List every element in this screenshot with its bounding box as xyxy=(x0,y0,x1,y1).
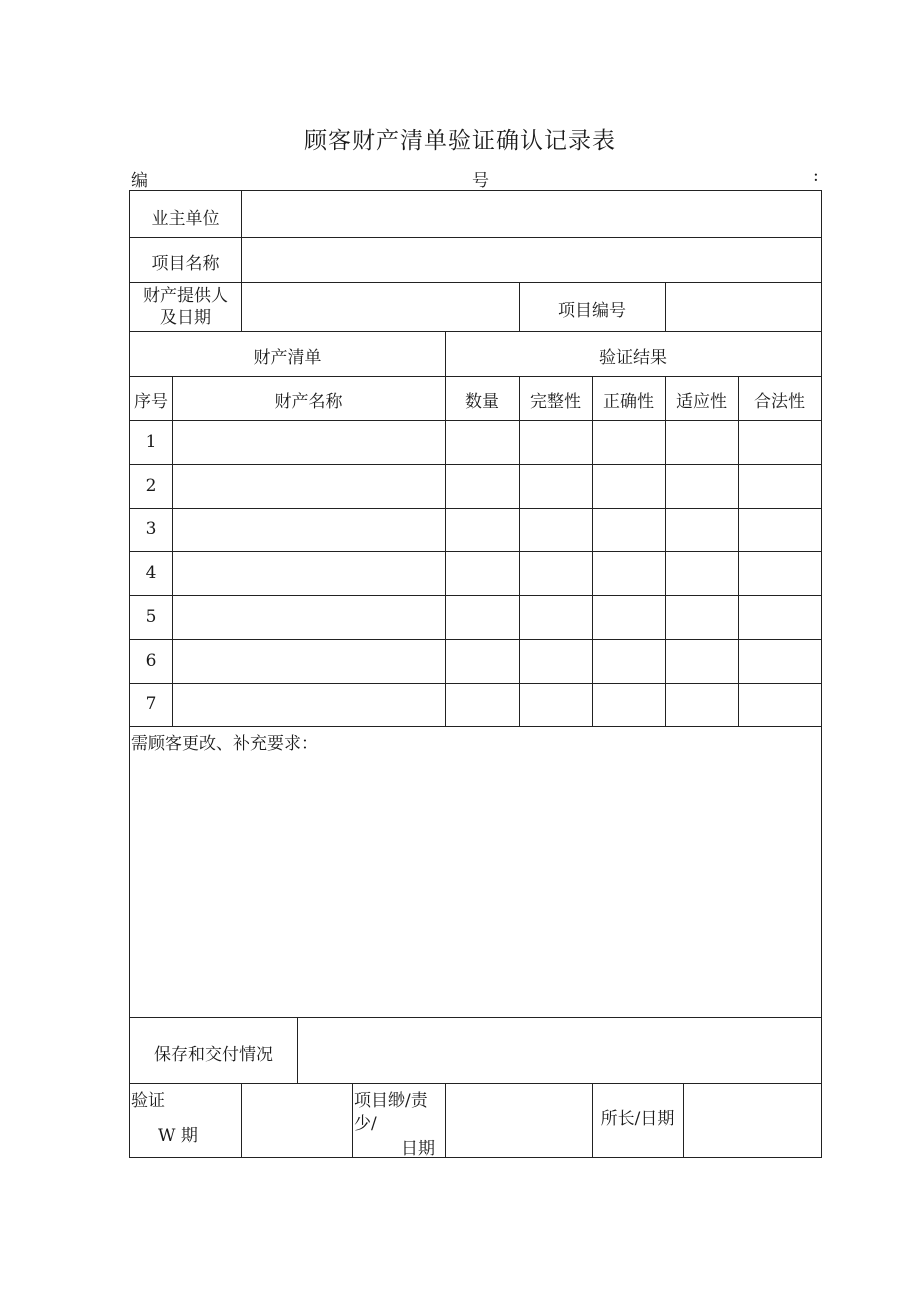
rule-h xyxy=(130,420,821,421)
rule-v xyxy=(352,1083,353,1157)
verification-result-header: 验证结果 xyxy=(599,348,667,368)
pm-signature-field[interactable] xyxy=(446,1084,592,1157)
storage-delivery-field[interactable] xyxy=(298,1018,821,1083)
project-name-label: 项目名称 xyxy=(151,254,220,274)
rule-h xyxy=(130,551,821,552)
row-number: 7 xyxy=(145,694,157,714)
owner-unit-field[interactable] xyxy=(242,191,821,237)
record-form-table xyxy=(129,190,822,1158)
verify-label-line1: 验证 xyxy=(131,1091,165,1111)
rule-h xyxy=(130,595,821,596)
rule-h xyxy=(130,726,821,727)
document-number-line xyxy=(129,166,822,191)
property-list-header: 财产清单 xyxy=(253,348,322,368)
rule-h xyxy=(130,683,821,684)
rule-h xyxy=(130,331,821,332)
pm-label-line3: 日期 xyxy=(401,1139,435,1159)
number-label-mid: 号 xyxy=(472,171,489,191)
rule-v xyxy=(738,376,739,726)
remarks-label: 需顾客更改、补充要求： xyxy=(131,734,318,754)
row-number: 1 xyxy=(145,432,157,452)
number-colon: : xyxy=(813,166,819,186)
project-number-field[interactable] xyxy=(666,283,821,331)
column-header: 适应性 xyxy=(676,392,727,412)
owner-unit-label: 业主单位 xyxy=(151,209,220,229)
provider-date-field[interactable] xyxy=(242,283,519,331)
column-header: 序号 xyxy=(134,392,168,412)
row-number: 2 xyxy=(145,476,157,496)
rule-v xyxy=(172,376,173,726)
column-header: 正确性 xyxy=(603,392,654,412)
rule-v xyxy=(665,376,666,726)
rule-v xyxy=(519,376,520,726)
rule-h xyxy=(130,639,821,640)
page-title: 顾客财产清单验证确认记录表 xyxy=(304,128,616,154)
rule-v xyxy=(592,376,593,726)
column-header: 合法性 xyxy=(754,392,805,412)
pm-label-line1: 项目缈/责 xyxy=(354,1091,428,1111)
rule-h xyxy=(130,376,821,377)
project-number-label: 项目编号 xyxy=(558,301,626,321)
row-number: 3 xyxy=(145,519,157,539)
storage-delivery-label: 保存和交付情况 xyxy=(154,1045,273,1065)
director-signature-field[interactable] xyxy=(684,1084,821,1157)
row-number: 6 xyxy=(145,651,157,671)
rule-h xyxy=(130,464,821,465)
provider-label-line2: 及日期 xyxy=(160,308,211,328)
verify-label-line2: W 期 xyxy=(158,1126,198,1146)
column-header: 数量 xyxy=(465,392,499,412)
row-number: 5 xyxy=(145,607,157,627)
remarks-area[interactable] xyxy=(130,751,821,1017)
director-label: 所长/日期 xyxy=(600,1109,675,1129)
rule-h xyxy=(130,508,821,509)
row-number: 4 xyxy=(145,563,157,583)
column-header: 财产名称 xyxy=(274,392,343,412)
provider-label-line1: 财产提供人 xyxy=(143,286,228,306)
column-header: 完整性 xyxy=(530,392,581,412)
verify-date-field[interactable] xyxy=(242,1084,352,1157)
number-label-left: 编 xyxy=(131,171,148,191)
provider-label xyxy=(130,285,241,329)
project-name-field[interactable] xyxy=(242,238,821,282)
pm-label-line2: 少/ xyxy=(354,1114,377,1134)
